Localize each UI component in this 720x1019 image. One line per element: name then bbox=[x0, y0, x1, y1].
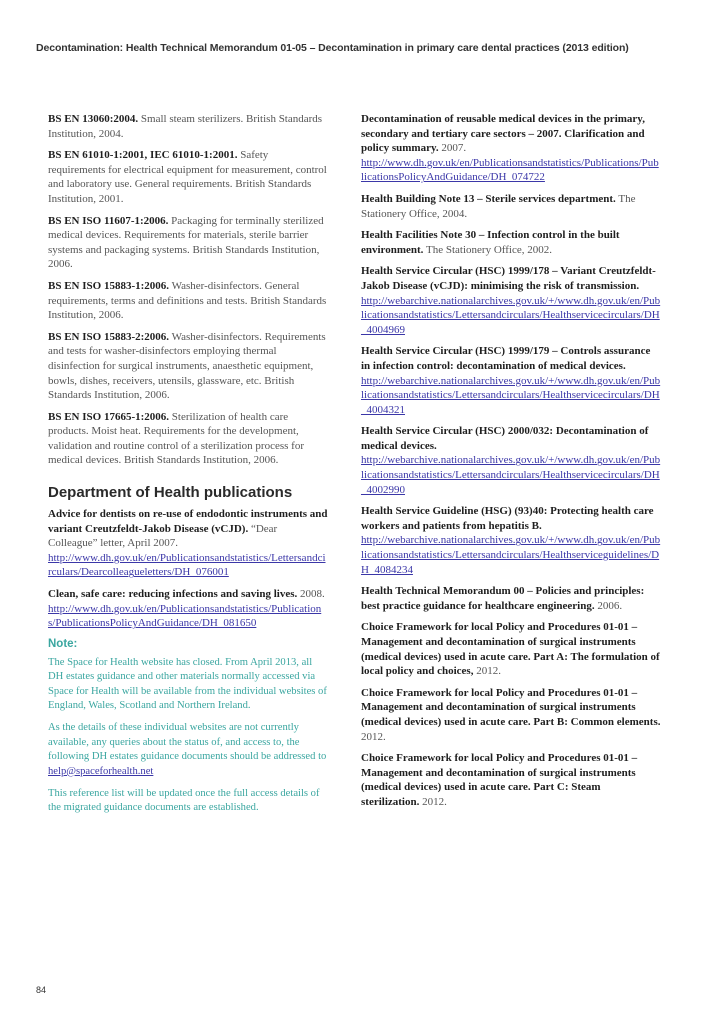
reference-detail: 2012. bbox=[476, 665, 501, 678]
reference-title: BS EN ISO 17665-1:2006. bbox=[48, 410, 170, 423]
reference-detail: The Stationery Office, 2004. bbox=[361, 192, 636, 220]
reference-link[interactable]: http://webarchive.nationalarchives.gov.uk/+/www.dh.gov.uk/en/Publicationsandstatistics/Lettersandcirculars/Healthservicecirculars/DH_4002990 bbox=[361, 454, 661, 496]
reference-detail: Small steam sterilizers. British Standards Institution, 2004. bbox=[48, 113, 323, 140]
note-text: As the details of these individual websites are not currently available, any queries about the status of, and access to, the following DH estates guidance documents should be addressed to bbox=[48, 722, 327, 763]
reference-detail: Washer-disinfectors. Requirements and tests for washer-disinfectors employing thermal disinfection for surgical instruments, anaesthetic equipment, bowls, dishes, receivers, utensils, glassware, etc. British Standards Institution, 2006. bbox=[48, 330, 326, 402]
reference-entry bbox=[361, 264, 661, 337]
note-box bbox=[48, 638, 328, 816]
reference-entry bbox=[48, 330, 328, 403]
reference-detail: Washer-disinfectors. General requirements, terms and definitions and tests. British Standards Institution, 2006. bbox=[48, 279, 327, 322]
reference-link[interactable]: http://webarchive.nationalarchives.gov.uk/+/www.dh.gov.uk/en/Publicationsandstatistics/Lettersandcirculars/Healthservicecirculars/DH_4004969 bbox=[361, 294, 661, 336]
email-link[interactable]: help@spaceforhealth.net bbox=[48, 765, 154, 777]
reference-detail: 2008. bbox=[299, 588, 325, 601]
reference-title: Health Building Note 13 – Sterile services department. bbox=[361, 192, 616, 205]
reference-link[interactable]: http://webarchive.nationalarchives.gov.uk/+/www.dh.gov.uk/en/Publicationsandstatistics/Lettersandcirculars/Healthserviceguidelines/DH_4084234 bbox=[361, 534, 661, 576]
note-paragraph: This reference list will be updated once the full access details of the migrated guidance documents are established. bbox=[48, 788, 320, 814]
reference-title: Health Service Circular (HSC) 2000/032: Decontamination of medical devices. bbox=[361, 425, 649, 452]
reference-title: Health Technical Memorandum 00 – Policies and principles: best practice guidance for healthcare engineering. bbox=[361, 585, 645, 612]
reference-detail: “Dear Colleague” letter, April 2007. bbox=[48, 522, 278, 550]
reference-detail: Safety requirements for electrical equipment for measurement, control and laboratory use. General requirements. British Standards Institution, 2001. bbox=[48, 149, 327, 205]
reference-entry bbox=[48, 148, 328, 206]
reference-entry bbox=[361, 192, 661, 221]
reference-entry bbox=[361, 112, 661, 185]
reference-title: Choice Framework for local Policy and Procedures 01-01 – Management and decontamination of surgical instruments (medical devices) used in acute care. Part C: Steam sterilization. bbox=[361, 752, 638, 808]
reference-entry bbox=[361, 686, 661, 744]
note-title: Note: bbox=[48, 637, 78, 650]
left-column bbox=[48, 112, 328, 824]
reference-detail: Packaging for terminally sterilized medical devices. Requirements for materials, sterile barrier systems and packaging systems. British Standards Institution, 2006. bbox=[48, 214, 324, 271]
reference-link[interactable]: http://www.dh.gov.uk/en/Publicationsandstatistics/Lettersandcirculars/Dearcolleagueletters/DH_076001 bbox=[48, 551, 326, 579]
reference-entry bbox=[361, 344, 661, 417]
reference-title: Advice for dentists on re-use of endodontic instruments and variant Creutzfeldt-Jakob Disease (vCJD). bbox=[48, 508, 328, 535]
reference-link[interactable]: http://webarchive.nationalarchives.gov.uk/+/www.dh.gov.uk/en/Publicationsandstatistics/Lettersandcirculars/Healthservicecirculars/DH_4004321 bbox=[361, 374, 661, 416]
reference-entry bbox=[361, 751, 661, 809]
reference-link[interactable]: http://www.dh.gov.uk/en/Publicationsandstatistics/Publications/PublicationsPolicyAndGuidance/DH_081650 bbox=[48, 602, 322, 630]
reference-title: Choice Framework for local Policy and Procedures 01-01 – Management and decontamination of surgical instruments (medical devices) used in acute care. Part B: Common elements. bbox=[361, 686, 661, 728]
standards-list bbox=[48, 112, 328, 468]
reference-title: Clean, safe care: reducing infections and saving lives. bbox=[48, 588, 298, 601]
reference-title: Health Service Circular (HSC) 1999/178 – Variant Creutzfeldt-Jakob Disease (vCJD): minimising the risk of transmission. bbox=[361, 265, 656, 292]
reference-title: BS EN 61010-1:2001, IEC 61010-1:2001. bbox=[48, 149, 238, 162]
page-number: 84 bbox=[36, 985, 47, 995]
reference-entry bbox=[48, 112, 328, 141]
reference-entry bbox=[361, 424, 661, 497]
reference-title: BS EN 13060:2004. bbox=[48, 113, 139, 125]
reference-entry bbox=[361, 584, 661, 613]
right-column bbox=[361, 112, 661, 817]
reference-detail: The Stationery Office, 2002. bbox=[426, 243, 552, 256]
section-heading: Department of Health publications bbox=[48, 484, 293, 502]
reference-entry bbox=[48, 410, 328, 468]
page-header: Decontamination: Health Technical Memorandum 01-05 – Decontamination in primary care dental practices (2013 edition) bbox=[36, 42, 629, 54]
reference-title: Health Service Circular (HSC) 1999/179 – Controls assurance in infection control: decontamination of medical devices. bbox=[361, 345, 651, 372]
reference-title: Health Service Guideline (HSG) (93)40: Protecting health care workers and patients from hepatitis B. bbox=[361, 505, 654, 532]
reference-title: BS EN ISO 11607-1:2006. bbox=[48, 214, 169, 227]
reference-entry bbox=[48, 507, 328, 580]
reference-link[interactable]: http://www.dh.gov.uk/en/Publicationsandstatistics/Publications/PublicationsPolicyAndGuidance/DH_074722 bbox=[361, 156, 659, 184]
reference-entry bbox=[48, 587, 328, 631]
reference-entry bbox=[361, 504, 661, 577]
note-paragraph bbox=[48, 721, 328, 779]
reference-detail: Sterilization of health care products. Moist heat. Requirements for the development, validation and routine control of a sterilization process for medical devices. British Standards Institution, 2006. bbox=[48, 410, 304, 467]
reference-detail: 2012. bbox=[361, 730, 386, 743]
publications-list bbox=[361, 112, 661, 810]
reference-title: Health Facilities Note 30 – Infection control in the built environment. bbox=[361, 229, 620, 256]
reference-title: Decontamination of reusable medical devices in the primary, secondary and tertiary care sectors – 2007. Clarification and policy summary. bbox=[361, 113, 645, 155]
reference-title: Choice Framework for local Policy and Procedures 01-01 – Management and decontamination of surgical instruments (medical devices) used in acute care. Part A: The formulation of local policy and choices, bbox=[361, 621, 660, 678]
reference-entry bbox=[48, 279, 328, 323]
reference-title: BS EN ISO 15883-2:2006. bbox=[48, 330, 170, 343]
publications-list bbox=[48, 507, 328, 631]
reference-entry bbox=[361, 228, 661, 257]
reference-title: BS EN ISO 15883-1:2006. bbox=[48, 279, 170, 292]
reference-detail: 2012. bbox=[422, 795, 447, 808]
reference-detail: 2007. bbox=[441, 142, 467, 155]
reference-detail: 2006. bbox=[597, 599, 623, 612]
reference-entry bbox=[48, 214, 328, 272]
reference-entry bbox=[361, 620, 661, 678]
note-paragraph: The Space for Health website has closed. From April 2013, all DH estates guidance and other materials normally accessed via Space for Health will be available from the individual websites of England, Wales, Scotland and Northern Ireland. bbox=[48, 656, 327, 712]
